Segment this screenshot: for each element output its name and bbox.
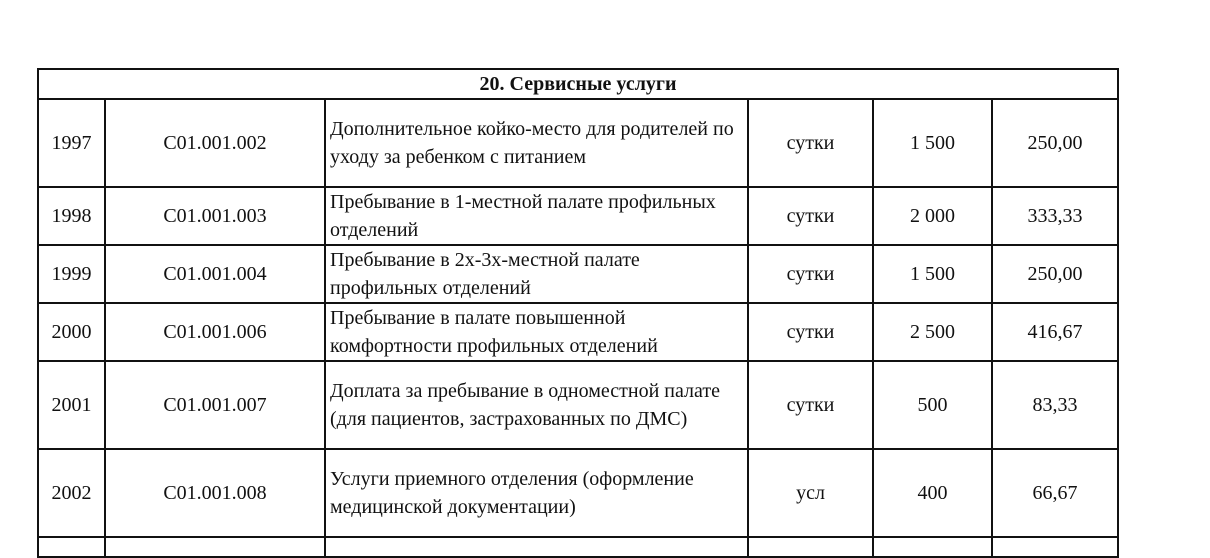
service-unit: сутки <box>748 187 873 245</box>
service-code: C01.001.006 <box>105 303 325 361</box>
service-price: 250,00 <box>992 99 1118 187</box>
table-row <box>38 187 1118 245</box>
service-code: C01.001.007 <box>105 361 325 449</box>
section-header-row <box>38 69 1118 99</box>
table-row <box>38 361 1118 449</box>
row-number: 2001 <box>38 361 105 449</box>
service-unit: сутки <box>748 245 873 303</box>
service-price: 83,33 <box>992 361 1118 449</box>
empty-cell <box>105 537 325 557</box>
service-name: Пребывание в палате повышенной комфортности профильных отделений <box>325 303 748 361</box>
table-row <box>38 99 1118 187</box>
services-price-table <box>37 68 1119 558</box>
service-price: 66,67 <box>992 449 1118 537</box>
service-code: C01.001.003 <box>105 187 325 245</box>
table-row <box>38 245 1118 303</box>
service-name: Услуги приемного отделения (оформление медицинской документации) <box>325 449 748 537</box>
table-row-cut-off <box>38 537 1118 557</box>
service-name: Пребывание в 2х-3х-местной палате профильных отделений <box>325 245 748 303</box>
service-code: C01.001.004 <box>105 245 325 303</box>
empty-cell <box>325 537 748 557</box>
section-title: 20. Сервисные услуги <box>38 69 1118 99</box>
row-number: 1997 <box>38 99 105 187</box>
service-code: C01.001.008 <box>105 449 325 537</box>
empty-cell <box>873 537 992 557</box>
service-code: C01.001.002 <box>105 99 325 187</box>
empty-cell <box>992 537 1118 557</box>
service-name: Пребывание в 1-местной палате профильных отделений <box>325 187 748 245</box>
service-amount: 2 500 <box>873 303 992 361</box>
service-unit: сутки <box>748 99 873 187</box>
row-number: 1999 <box>38 245 105 303</box>
service-price: 416,67 <box>992 303 1118 361</box>
service-name: Доплата за пребывание в одноместной палате (для пациентов, застрахованных по ДМС) <box>325 361 748 449</box>
empty-cell <box>748 537 873 557</box>
table-row <box>38 303 1118 361</box>
row-number: 1998 <box>38 187 105 245</box>
service-price: 250,00 <box>992 245 1118 303</box>
empty-cell <box>38 537 105 557</box>
service-unit: сутки <box>748 303 873 361</box>
row-number: 2002 <box>38 449 105 537</box>
service-unit: усл <box>748 449 873 537</box>
service-unit: сутки <box>748 361 873 449</box>
service-price: 333,33 <box>992 187 1118 245</box>
service-name: Дополнительное койко-место для родителей по уходу за ребенком с питанием <box>325 99 748 187</box>
row-number: 2000 <box>38 303 105 361</box>
service-amount: 2 000 <box>873 187 992 245</box>
service-amount: 500 <box>873 361 992 449</box>
service-amount: 1 500 <box>873 99 992 187</box>
service-amount: 400 <box>873 449 992 537</box>
table-row <box>38 449 1118 537</box>
service-amount: 1 500 <box>873 245 992 303</box>
